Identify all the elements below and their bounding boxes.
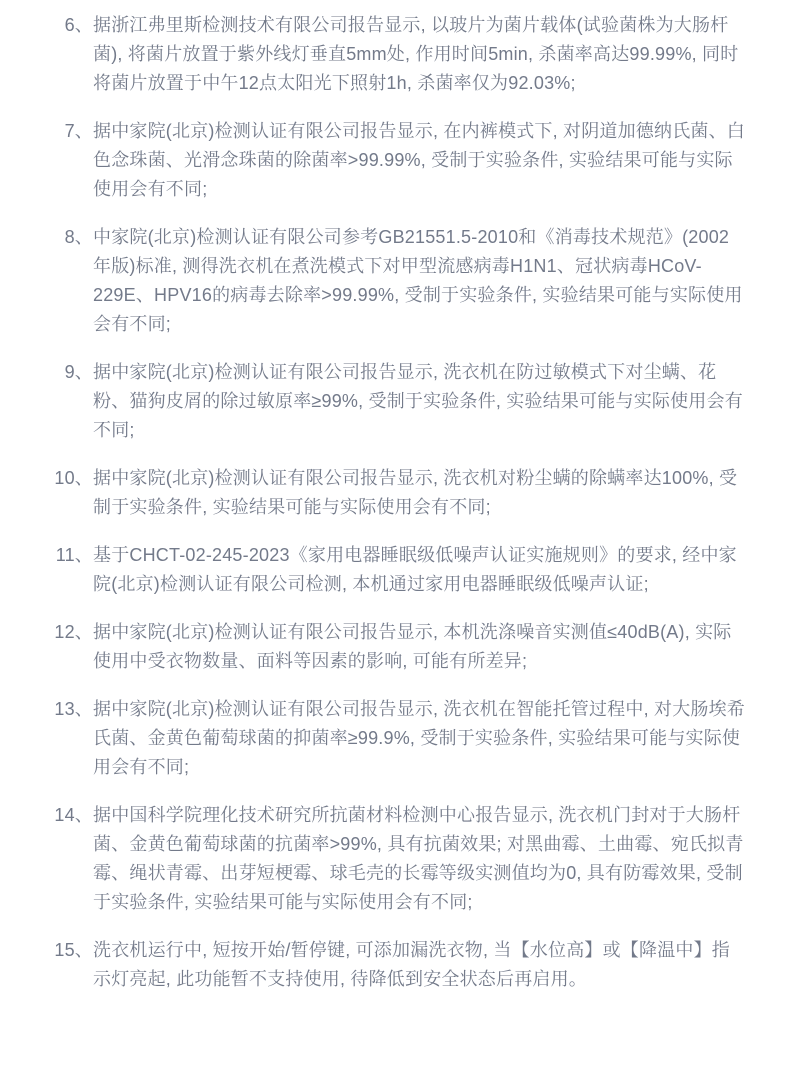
- list-item-number: 7、: [64, 121, 93, 141]
- list-item: [40, 541, 745, 599]
- list-item-text: 据中国科学院理化技术研究所抗菌材料检测中心报告显示, 洗衣机门封对于大肠杆菌、金黄色葡萄球菌的抗菌率>99%, 具有抗菌效果; 对黑曲霉、土曲霉、宛氏拟青霉、绳状青霉、出芽短梗霉、球毛壳的长霉等级实测值均为0, 具有防霉效果, 受制于实验条件, 实验结果可能与实际使用会有不同;: [93, 805, 744, 912]
- list-item-number: 8、: [64, 227, 93, 247]
- list-item-text: 洗衣机运行中, 短按开始/暂停键, 可添加漏洗衣物, 当【水位高】或【降温中】指示灯亮起, 此功能暂不支持使用, 待降低到安全状态后再启用。: [93, 940, 731, 989]
- list-item-number: 9、: [64, 362, 93, 382]
- list-item-text: 据中家院(北京)检测认证有限公司报告显示, 洗衣机对粉尘螨的除螨率达100%, 受制于实验条件, 实验结果可能与实际使用会有不同;: [93, 468, 738, 517]
- list-item: [40, 117, 745, 204]
- list-item-text: 据中家院(北京)检测认证有限公司报告显示, 洗衣机在防过敏模式下对尘螨、花粉、猫狗皮屑的除过敏原率≥99%, 受制于实验条件, 实验结果可能与实际使用会有不同;: [93, 362, 743, 440]
- list-item-number: 14、: [54, 805, 93, 825]
- list-item-text: 基于CHCT-02-245-2023《家用电器睡眠级低噪声认证实施规则》的要求, 经中家院(北京)检测认证有限公司检测, 本机通过家用电器睡眠级低噪声认证;: [93, 545, 737, 594]
- list-item-text: 中家院(北京)检测认证有限公司参考GB21551.5-2010和《消毒技术规范》(2002年版)标准, 测得洗衣机在煮洗模式下对甲型流感病毒H1N1、冠状病毒HCoV-229E、HPV16的病毒去除率>99.99%, 受制于实验条件, 实验结果可能与实际使用会有不同;: [93, 227, 743, 334]
- list-item-number: 10、: [54, 468, 93, 488]
- list-item-number: 6、: [64, 15, 93, 35]
- list-item: [40, 936, 745, 994]
- list-item: [40, 11, 745, 98]
- list-item: [40, 464, 745, 522]
- list-item: [40, 223, 745, 339]
- list-item: [40, 801, 745, 917]
- list-item-text: 据中家院(北京)检测认证有限公司报告显示, 本机洗涤噪音实测值≤40dB(A), 实际使用中受衣物数量、面料等因素的影响, 可能有所差异;: [93, 622, 732, 671]
- list-item-text: 据中家院(北京)检测认证有限公司报告显示, 在内裤模式下, 对阴道加德纳氏菌、白色念珠菌、光滑念珠菌的除菌率>99.99%, 受制于实验条件, 实验结果可能与实际使用会有不同;: [93, 121, 745, 199]
- list-item-number: 11、: [55, 545, 93, 565]
- list-item-text: 据中家院(北京)检测认证有限公司报告显示, 洗衣机在智能托管过程中, 对大肠埃希氏菌、金黄色葡萄球菌的抑菌率≥99.9%, 受制于实验条件, 实验结果可能与实际使用会有不同;: [93, 699, 745, 777]
- list-item: [40, 358, 745, 445]
- list-item-number: 12、: [54, 622, 93, 642]
- list-item-number: 13、: [54, 699, 93, 719]
- list-item-number: 15、: [54, 940, 93, 960]
- list-item: [40, 618, 745, 676]
- list-item: [40, 695, 745, 782]
- list-item-text: 据浙江弗里斯检测技术有限公司报告显示, 以玻片为菌片载体(试验菌株为大肠杆菌), 将菌片放置于紫外线灯垂直5mm处, 作用时间5min, 杀菌率高达99.99%, 同时将菌片放置于中午12点太阳光下照射1h, 杀菌率仅为92.03%;: [93, 15, 739, 93]
